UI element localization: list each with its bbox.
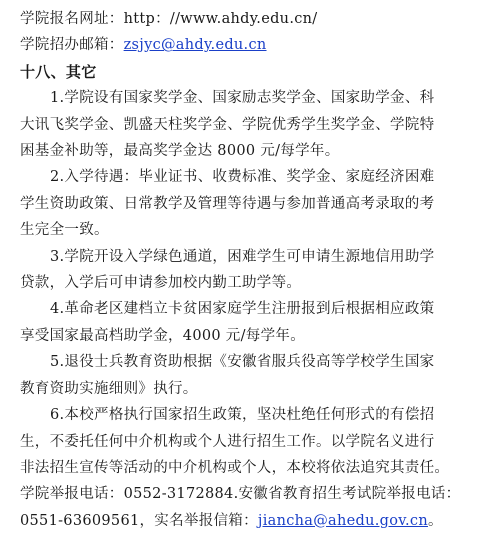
report-phone-and-label: 0551-63609561，实名举报信箱： <box>20 512 258 529</box>
report-phone-line: 学院举报电话：0552-3172884.安徽省教育招生考试院举报电话： <box>20 486 461 503</box>
item-6-line-2: 生，不委托任何中介机构或个人进行招生工作。以学院名义进行 <box>20 433 435 450</box>
item-5-line-1: 5.退役士兵教育资助根据《安徽省服兵役高等学校学生国家 <box>50 354 435 371</box>
item-5 <box>20 349 487 402</box>
report-email-link[interactable]: jiancha@ahedu.gov.cn <box>257 512 428 529</box>
item-1-line-2: 大讯飞奖学金、凯盛天柱奖学金、学院优秀学生奖学金、学院特 <box>20 116 435 133</box>
item-2-line-2: 学生资助政策、日常教学及管理等待遇与参加普通高考录取的考 <box>20 195 435 212</box>
item-6 <box>20 402 487 481</box>
website-line <box>20 6 487 32</box>
website-url: http：//www.ahdy.edu.cn/ <box>123 11 318 27</box>
item-1-line-1: 1.学院设有国家奖学金、国家励志奖学金、国家助学金、科 <box>50 90 435 107</box>
section-title: 十八、其它 <box>20 62 97 81</box>
item-1 <box>20 85 487 164</box>
item-2-line-3: 生完全一致。 <box>20 222 109 239</box>
email-label: 学院招办邮箱： <box>20 37 124 54</box>
item-3-line-2: 贷款，入学后可申请参加校内勤工助学等。 <box>20 275 302 292</box>
report-email-end: 。 <box>427 512 443 529</box>
item-2 <box>20 164 487 243</box>
item-3 <box>20 244 487 297</box>
item-4-line-2: 享受国家最高档助学金，4000 元/每学年。 <box>20 327 305 344</box>
item-4-line-1: 4.革命老区建档立卡贫困家庭学生注册报到后根据相应政策 <box>50 301 435 318</box>
website-label: 学院报名网址： <box>20 11 124 27</box>
admissions-email-link[interactable]: zsjyc@ahdy.edu.cn <box>123 37 267 54</box>
email-line <box>20 32 487 58</box>
item-2-line-1: 2.入学待遇：毕业证书、收费标准、奖学金、家庭经济困难 <box>50 169 435 186</box>
item-5-line-2: 教育资助实施细则》执行。 <box>20 380 198 397</box>
item-3-line-1: 3.学院开设入学绿色通道，困难学生可申请生源地信用助学 <box>50 248 435 265</box>
item-1-line-3: 困基金补助等，最高奖学金达 8000 元/每学年。 <box>20 143 340 160</box>
item-6-line-3: 非法招生宣传等活动的中介机构或个人，本校将依法追究其责任。 <box>20 459 450 476</box>
report-email-line <box>20 508 487 534</box>
item-6-line-1: 6.本校严格执行国家招生政策，坚决杜绝任何形式的有偿招 <box>50 407 435 424</box>
item-4 <box>20 296 487 349</box>
